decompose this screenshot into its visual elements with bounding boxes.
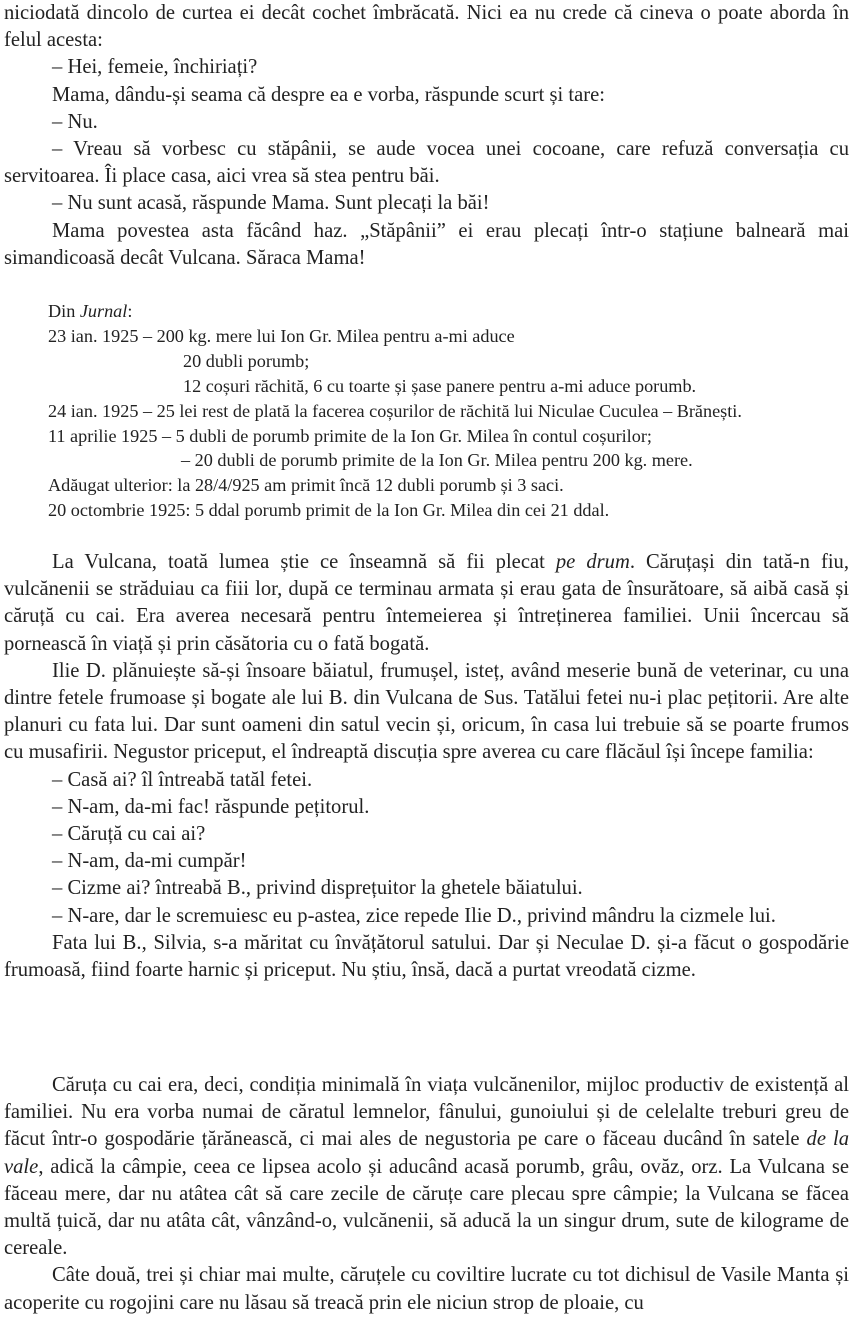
journal-line: 20 octombrie 1925: 5 ddal porumb primit de la Ion Gr. Milea din cei 21 ddal. [48, 500, 610, 521]
paragraph: Mama, dându-și seama că despre ea e vorba, răspunde scurt și tare: [52, 83, 605, 106]
dialogue-line: – Vreau să vorbesc cu stăpânii, se aude vocea unei cocoane, care refuză conversația cu servitoarea. Îi place casa, aici vrea să stea pentru băi. [4, 138, 849, 188]
journal-line: 23 ian. 1925 – 200 kg. mere lui Ion Gr. Milea pentru a-mi aduce [48, 325, 515, 346]
journal-heading: Din Jurnal: [48, 301, 133, 321]
text-block-caruta [4, 1072, 849, 1317]
text-block-pe-drum [4, 549, 849, 984]
dialogue-line: – N-are, dar le scremuiesc eu p-astea, zice repede Ilie D., privind mândru la cizmele lui. [52, 904, 776, 927]
dialogue-line: – Casă ai? îl întreabă tatăl fetei. [52, 768, 313, 791]
dialogue-line: – Nu. [52, 110, 98, 133]
paragraph: Căruța cu cai era, deci, condiția minimală în viața vulcănenilor, mijloc productiv de existență al familiei. Nu era vorba numai de căratul lemnelor, fânului, gunoiului și de celelalte treburi greu de făcut într-o gospodărie țărănească, ci mai ales de negustoria pe care o făceau ducând în satele de la vale, adică la câmpie, ceea ce lipsea acolo și aducând acasă porumb, grâu, ovăz, orz. La Vulcana se făceau mere, dar nu atâtea cât să care zecile de căruțe care plecau spre câmpie; la Vulcana se făcea multă țuică, dar nu atâta cât, vânzând-o, vulcănenii, să aducă la un singur drum, sute de kilograme de cereale. [4, 1074, 849, 1260]
paragraph: niciodată dincolo de curtea ei decât cochet îmbrăcată. Nici ea nu crede că cineva o poate aborda în felul acesta: [4, 2, 849, 52]
dialogue-line: – N-am, da-mi cumpăr! [52, 850, 247, 873]
dialogue-line: – Cizme ai? întreabă B., privind disprețuitor la ghetele băiatului. [52, 877, 583, 900]
journal-line: – 20 dubli de porumb primite de la Ion Gr. Milea pentru 200 kg. mere. [181, 450, 693, 471]
journal-line: Adăugat ulterior: la 28/4/925 am primit încă 12 dubli porumb și 3 saci. [48, 475, 564, 496]
dialogue-line: – N-am, da-mi fac! răspunde pețitorul. [52, 795, 370, 818]
paragraph: Mama povestea asta făcând haz. „Stăpânii” ei erau plecați într-o stațiune balneară mai simandicoasă decât Vulcana. Săraca Mama! [4, 219, 849, 269]
dialogue-line: – Căruță cu cai ai? [52, 823, 206, 846]
paragraph: Fata lui B., Silvia, s-a măritat cu învățătorul satului. Dar și Neculae D. și-a făcut o gospodărie frumoasă, fiind foarte harnic și priceput. Nu știu, însă, dacă a purtat vreodată cizme. [4, 931, 849, 982]
journal-line: 12 coșuri răchită, 6 cu toarte și șase panere pentru a-mi aduce porumb. [183, 375, 697, 396]
journal-line: 11 aprilie 1925 – 5 dubli de porumb primite de la Ion Gr. Milea în contul coșurilor; [48, 425, 652, 446]
emphasis: pe drum [555, 551, 630, 573]
journal-title: Jurnal [79, 301, 128, 321]
journal-excerpt [48, 299, 848, 523]
dialogue-line: – Hei, femeie, închiriați? [52, 56, 258, 79]
paragraph: La Vulcana, toată lumea știe ce înseamnă să fii plecat pe drum. Căruțași din tată-n fiu, vulcănenii se străduiau ca fiii lor, după ce terminau armata și erau gata de însurătoare, să aibă casă și căruță cu cai. Era averea necesară pentru întemeierea și întreținerea familiei. Unii încercau să pornească în viață și prin căsătoria cu o fată bogată. [4, 551, 849, 655]
paragraph: Câte două, trei și chiar mai multe, căruțele cu coviltire lucrate cu tot dichisul de Vasile Manta și acoperite cu rogojini care nu lăsau să treacă prin ele niciun strop de ploaie, cu [4, 1264, 849, 1314]
dialogue-line: – Nu sunt acasă, răspunde Mama. Sunt plecați la băi! [52, 192, 490, 215]
journal-line: 20 dubli porumb; [183, 350, 310, 371]
journal-line: 24 ian. 1925 – 25 lei rest de plată la facerea coșurilor de răchită lui Niculae Cuculea – Brănești. [48, 400, 742, 421]
text-block-mama [4, 0, 849, 272]
emphasis: de la vale [4, 1128, 849, 1178]
paragraph: Ilie D. plănuiește să-și însoare băiatul, frumușel, isteț, având meserie bună de veterinar, cu una dintre fetele frumoase și bogate ale lui B. din Vulcana de Sus. Tatălui fetei nu-i plac pețitorii. Are alte planuri cu fata lui. Dar sunt oameni din satul vecin și, oricum, în casa lui trebuie să se poarte frumos cu musafirii. Negustor priceput, el îndreaptă discuția spre averea cu care flăcăul își începe familia: [4, 659, 849, 764]
